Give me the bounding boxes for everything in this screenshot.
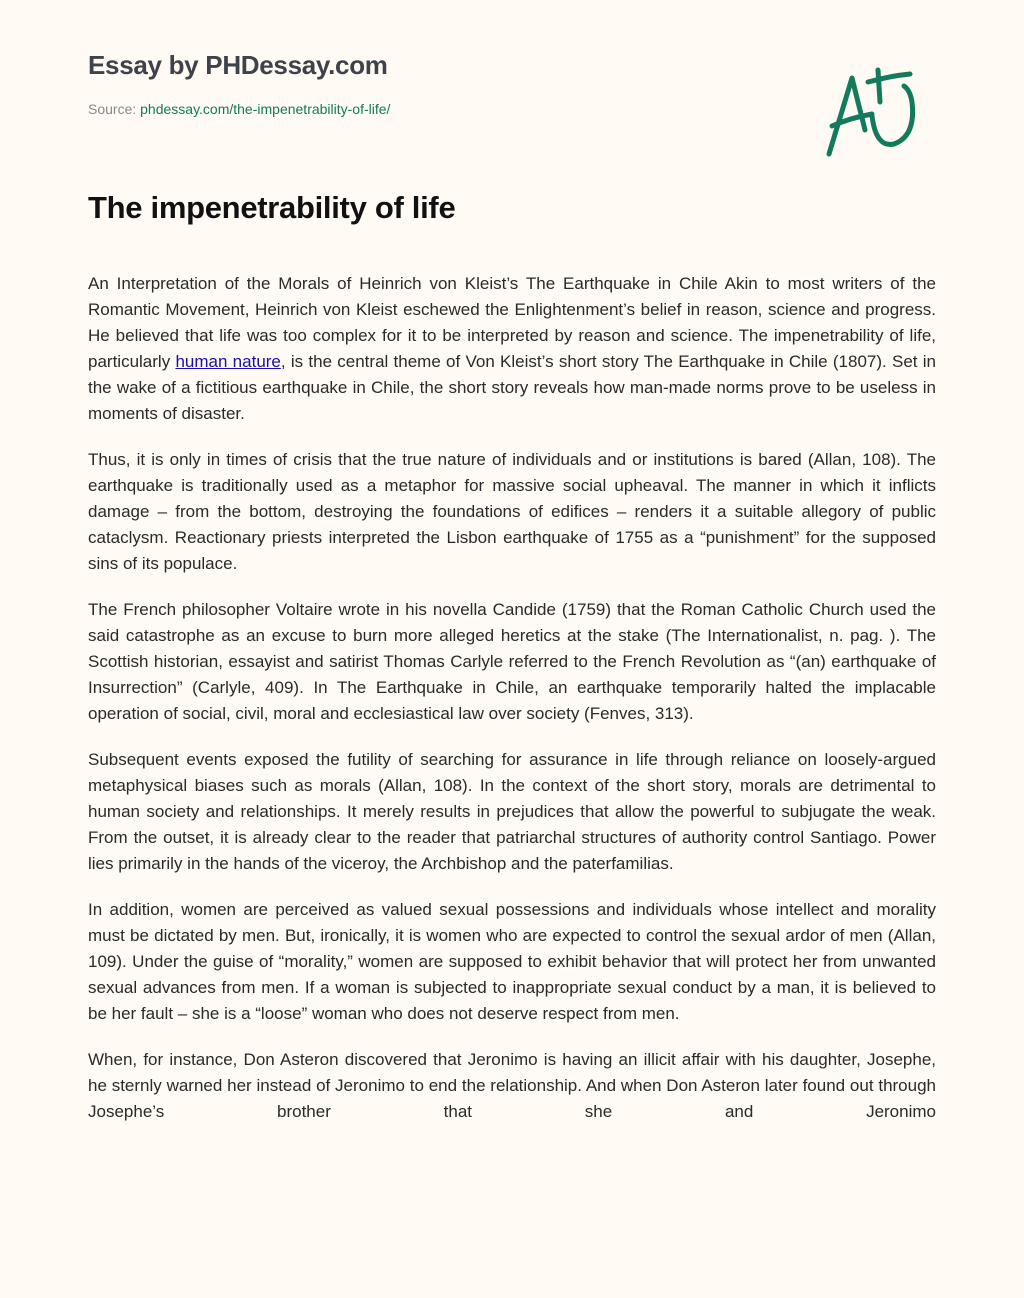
site-brand: Essay by PHDessay.com — [88, 50, 388, 80]
paragraph: The French philosopher Voltaire wrote in his novella Candide (1759) that the Roman Catholic Church used the said catastrophe as an excuse to burn more alleged heretics at the stake (The Internationalist, n. pag. ). The Scottish historian, essayist and satirist Thomas Carlyle referred to the French Revolution as “(an) earthquake of Insurrection” (Carlyle, 409). In The Earthquake in Chile, an earthquake temporarily halted the implacable operation of social, civil, moral and ecclesiastical law over society (Fenves, 313). — [88, 600, 936, 723]
paragraph-text: An Interpretation of the Morals of Heinrich von Kleist’s The Earthquake in Chile Akin to most writers of the Romantic Movement, Heinrich von Kleist eschewed the Enlightenment’s belief in reason, science and progress. He believed that life was too complex for it to be interpreted by reason and science. The impenetrability of life, particularly — [88, 274, 936, 371]
paragraph-text: , is the central theme of Von Kleist’s short story The Earthquake in Chile (1807). Set in the wake of a fictitious earthquake in Chile, the short story reveals how man-made norms prove to be useless in moments of disaster. — [88, 352, 937, 423]
source-line — [88, 101, 390, 117]
paragraph: Subsequent events exposed the futility of searching for assurance in life through reliance on loosely-argued metaphysical biases such as morals (Allan, 108). In the context of the short story, morals are detrimental to human society and relationships. It merely results in prejudices that allow the powerful to subjugate the weak. From the outset, it is already clear to the reader that patriarchal structures of authority control Santiago. Power lies primarily in the hands of the viceroy, the Archbishop and the paterfamilias. — [88, 750, 936, 873]
a-plus-logo-icon — [820, 62, 930, 162]
paragraph: Thus, it is only in times of crisis that the true nature of individuals and or institutions is bared (Allan, 108). The earthquake is traditionally used as a metaphor for massive social upheaval. The manner in which it inflicts damage – from the bottom, destroying the foundations of edifices – renders it a suitable allegory of public cataclysm. Reactionary priests interpreted the Lisbon earthquake of 1755 as a “punishment” for the supposed sins of its populace. — [88, 450, 936, 573]
source-label: Source: — [88, 101, 137, 117]
human-nature-link[interactable]: human nature — [175, 352, 281, 371]
essay-body — [88, 271, 936, 1145]
source-link[interactable]: phdessay.com/the-impenetrability-of-life/ — [140, 101, 391, 117]
paragraph: In addition, women are perceived as valued sexual possessions and individuals whose intellect and morality must be dictated by men. But, ironically, it is women who are expected to control the sexual ardor of men (Allan, 109). Under the guise of “morality,” women are supposed to exhibit behavior that will protect her from unwanted sexual advances from men. If a woman is subjected to inappropriate sexual conduct by a man, it is believed to be her fault – she is a “loose” woman who does not deserve respect from men. — [88, 900, 936, 1023]
page-title: The impenetrability of life — [88, 190, 456, 225]
paragraph: When, for instance, Don Asteron discovered that Jeronimo is having an illicit affair with his daughter, Josephe, he sternly warned her instead of Jeronimo to end the relationship. And when Don Asteron later found out through Josephe’s brother that she and Jeronimo — [88, 1050, 936, 1121]
paragraph — [88, 271, 936, 427]
